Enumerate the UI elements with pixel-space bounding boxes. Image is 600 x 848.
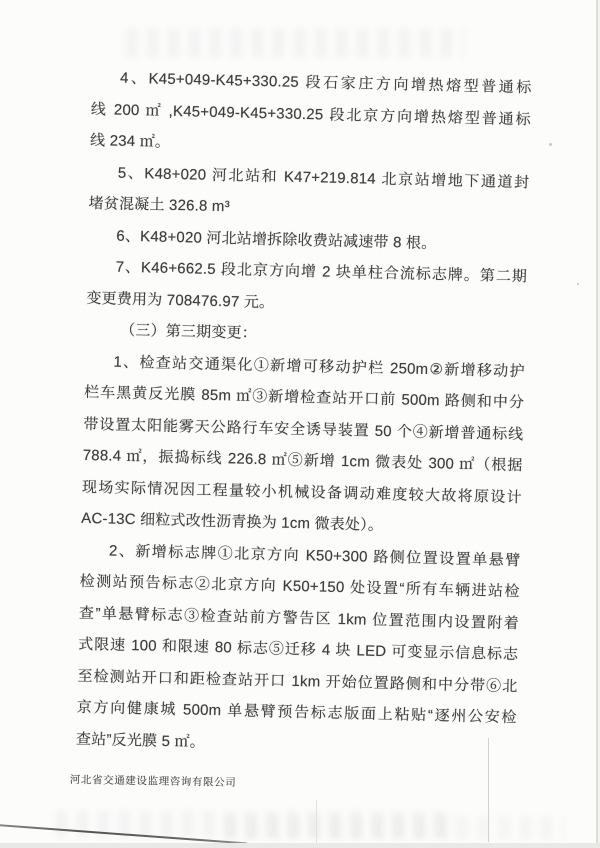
text-line: 栏车黑黄反光膜 85m ㎡③新增检查站开口前 500m 路侧和中分 <box>84 383 525 412</box>
text-line: 式限速 100 和限速 80 标志⑤迁移 4 块 LED 可变显示信息标志 <box>78 635 519 664</box>
company-footer: 河北省交通建设监理咨询有限公司 <box>69 773 237 789</box>
paragraph-item-5 <box>88 156 529 229</box>
text-line: 4、K45+049-K45+330.25 段石家庄方向增热熔型普通标 <box>119 69 532 97</box>
text-line: 堵贫混凝土 326.8 m³ <box>88 194 230 216</box>
paragraph-item-7 <box>86 251 527 324</box>
text-line: 1、检查站交通渠化①新增可移动护栏 250m②新增移动护 <box>113 353 526 380</box>
text-line: 检测站预告标志②北京方向 K50+150 处设置“所有车辆进站检 <box>79 572 520 601</box>
scan-speck <box>577 283 579 285</box>
text-line: 至检测站开口和距检查站开口 1km 开始位置路侧和中分带⑥北 <box>77 667 518 695</box>
text-line: 京方向健康城 500m 单悬臂预告标志版面上粘贴“逐州公安检 <box>76 698 517 727</box>
scanner-bed-strip <box>0 843 600 848</box>
scan-fold-line-bottom-mid <box>488 738 489 842</box>
text-line: AC-13C 细粒式改性沥青换为 1cm 微表处）。 <box>81 509 384 534</box>
scan-fold-line-bottom-left <box>316 800 317 844</box>
text-line: 2、新增标志牌①北京方向 K50+300 路侧位置设置单悬臂 <box>108 542 521 569</box>
text-line: 6、K48+020 河北站增拆除收费站减速带 8 根。 <box>116 227 437 252</box>
text-line: 7、K46+662.5 段北京方向增 2 块单柱合流标志牌。第二期 <box>115 258 528 286</box>
text-line: 查站”反光膜 5 ㎡。 <box>75 730 206 751</box>
text-line: 线 234 ㎡。 <box>89 131 171 151</box>
bleed-through-artifact-top <box>125 28 465 58</box>
text-line: 5、K48+020 河北站和 K47+219.814 北京站增地下通道封 <box>117 164 530 191</box>
text-line: 变更费用为 708476.97 元。 <box>86 289 275 311</box>
text-line: 788.4 ㎡，振捣标线 226.8 ㎡⑤新增 1cm 微表处 300 ㎡（根据 <box>82 446 523 475</box>
paragraph-phase3-item-1 <box>81 345 525 544</box>
scan-speck <box>549 143 552 146</box>
text-line: 现场实际情况因工程量较小机械设备调动难度较大故将原设计 <box>81 478 523 506</box>
document-body <box>76 62 532 765</box>
paragraph-item-4 <box>90 62 532 167</box>
heading-line: （三）第三期变更： <box>119 321 258 342</box>
paragraph-phase3-item-2 <box>76 534 521 765</box>
text-line: 带设置太阳能雾天公路行车安全诱导装置 50 个④新增普通标线 <box>83 415 524 443</box>
text-line: 查”单悬臂标志③检查站前方警告区 1km 位置范围内设置附着 <box>78 604 520 632</box>
text-line: 线 200 ㎡ ,K45+049-K45+330.25 段北京方向增热熔型普通标 <box>90 100 531 128</box>
bleed-through-artifact-bottom <box>225 816 565 840</box>
